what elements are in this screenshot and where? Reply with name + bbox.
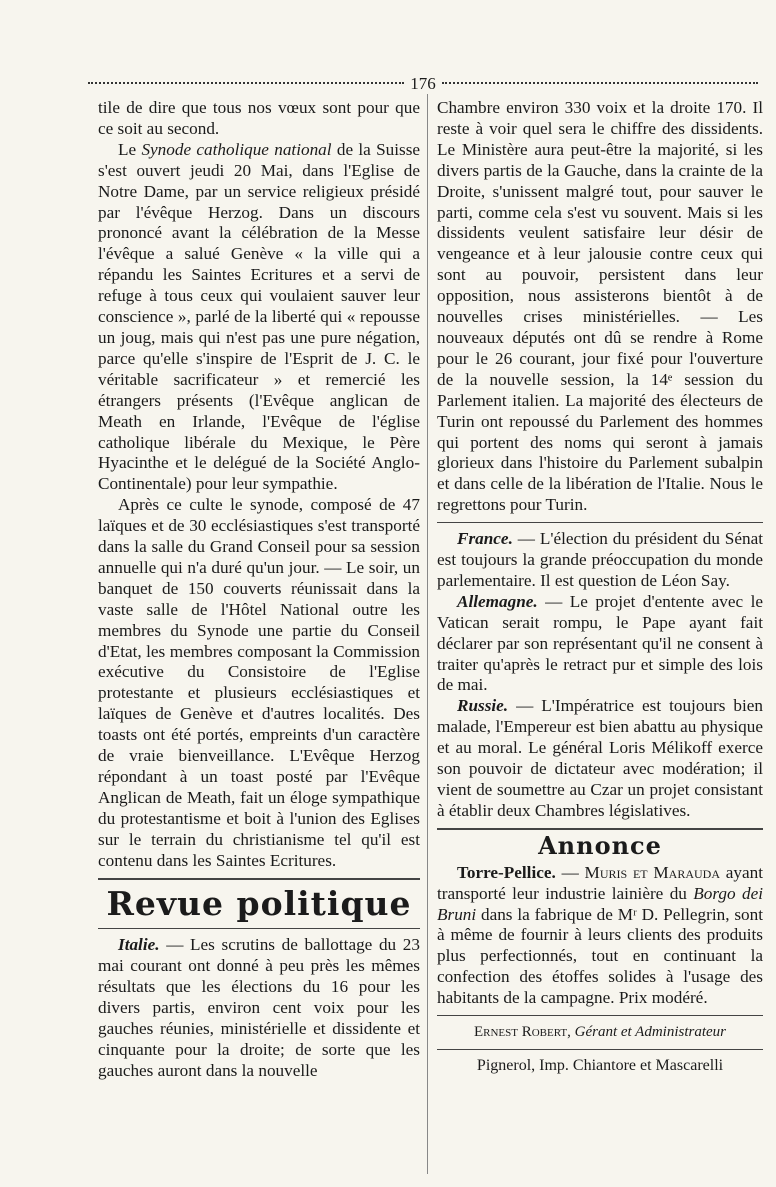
paragraph-banquet: Après ce culte le synode, composé de 47 laïques et de 30 ecclésiastiques s'est transporté dans la salle du Grand Conseil pour sa session annuelle qui n'a duré qu'un jour. — Le soir, un banquet de 150 couverts réunissait dans la vaste salle de l'Hôtel National outre les membres du Synode une partie du Conseil d'Etat, les membres composant la Commission exécutive du Consistoire de l'Eglise protestante et plusieurs ecclésiastiques et laïques de Genève et d'autres localités. Des toasts ont été portés, empreints d'un caractère de vraie bienveillance. L'Evêque Herzog répondant à un toast posté par l'Evêque Anglican de Meath, fait un éloge sympathique du protestantisme et boit à l'union des Eglises sur le terrain du christianisme tel qu'il est contenu dans les Saintes Ecritures.	[98, 495, 420, 870]
gerant-line	[437, 1022, 763, 1043]
section-rule-top	[98, 878, 420, 880]
paragraph-allemagne	[437, 592, 763, 697]
annonce-rule-top	[437, 828, 763, 830]
annonce-text-2: dans la fabrique de Mʳ D. Pellegrin, sont à même de fournir à leurs clients des produits plus perfectionnés, tout en continuant la confection des étoffes solides à l'usage des habitants de la campagne. Prix modéré.	[437, 904, 763, 1008]
header-rule-right	[442, 82, 758, 90]
paragraph-france	[437, 529, 763, 592]
annonce-names: Muris et Marauda	[584, 862, 720, 882]
russie-text: — L'Impératrice est toujours bien malade, l'Empereur est bien abattu au physique et au moral. Le général Loris Mélikoff exerce son pouvoir de dictateur avec modération; il vient de soumettre au Czar un projet consistant à établir deux Chambres législatives.	[437, 696, 763, 820]
page-number: 176	[410, 74, 436, 93]
paragraph-annonce	[437, 863, 763, 1009]
gerant-name: Ernest Robert,	[473, 1024, 571, 1041]
paragraph-italie	[98, 935, 420, 1081]
synode-intro: Le	[118, 139, 137, 159]
country-label-france: France.	[457, 529, 513, 549]
annonce-title: Annonce	[538, 830, 662, 860]
page-header	[88, 72, 758, 96]
divider	[437, 522, 763, 523]
allemagne-text: — Le projet d'entente avec le Vatican serait rompu, le Pape ayant fait déclarer par son représentant qu'il ne consent à traiter qu'après le retract pur et simple des lois de mai.	[437, 591, 763, 695]
country-label-italie: Italie.	[118, 935, 160, 955]
left-column	[98, 98, 420, 1082]
right-column	[437, 98, 763, 1077]
italie-text: — Les scrutins de ballottage du 23 mai courant ont donné à peu près les mêmes résultats que les élections du 16 pour les divers partis, environ cent voix pour les gauches réunies, ministérielle et dissidente et cinquante pour la droite; de sorte que les gauches auront dans la nouvelle	[98, 935, 420, 1080]
header-rule-left	[88, 82, 404, 90]
annonce-place-italic: Borgo dei Bruni	[437, 883, 764, 924]
paragraph-russie	[437, 696, 763, 821]
printer-rule	[437, 1049, 763, 1050]
gerant-role: Gérant et Administrateur	[570, 1024, 727, 1041]
annonce-text-1: ayant transporté leur industrie lainière du	[437, 862, 763, 903]
printer-line: Pignerol, Imp. Chiantore et Mascarelli	[476, 1056, 724, 1074]
footer-rule	[437, 1015, 763, 1016]
synode-text: de la Suisse s'est ouvert jeudi 20 Mai, dans l'Eglise de Notre Dame, par un service religieux présidé par l'évêque Herzog. Dans un discours prononcé avant la célébration de la Messe l'évêque a salué Genève « la ville qui a répandu les Saintes Ecritures et a servi de refuge à tous ceux qui voulaient sauver leur conscience », parlé de la liberté qui « repousse un joug, mais qui n'est pas une pure négation, parce qu'elle s'inspire de l'Esprit de J. C. le véritable sacrificateur » et remercié les étrangers présents (l'Evêque anglican de Meath en Irlande, l'Evêque de l'église catholique libérale du Mexique, le Père Hyacinthe et le delégué de la Société Anglo-Continentale) pour leur sympathie.	[98, 139, 421, 494]
country-label-allemagne: Allemagne.	[457, 591, 538, 611]
france-text: — L'élection du président du Sénat est toujours la grande préoccupation du monde parlementaire. Il est question de Léon Say.	[437, 529, 763, 590]
paragraph-synode	[98, 140, 420, 495]
annonce-place: Torre-Pellice.	[457, 862, 556, 882]
paragraph-continued: tile de dire que tous nos vœux sont pour que ce soit au second.	[98, 98, 420, 138]
country-label-russie: Russie.	[457, 696, 509, 716]
annonce-dash: —	[555, 862, 585, 882]
paragraph-italie-continued: Chambre environ 330 voix et la droite 170. Il reste à voir quel sera le chiffre des dissidents. Le Ministère aura peut-être la majorité, si les divers partis de la Gauche, dans la crainte de la Droite, s'unissent malgré tout, pour sauver le parti, comme cela s'est vu souvent. Mais si les dissidents veulent satisfaire leur désir de vengeance et à leur jalousie contre ceux qui sont au pouvoir, persistent dans leur opposition, nous assisterons bientôt à de nouvelles crises ministérielles. — Les nouveaux députés ont dû se rendre à Rome pour le 26 courant, jour fixé pour l'ouverture de la nouvelle session, la 14ᵉ session du Parlement italien. La majorité des électeurs de Turin ont repoussé du Parlement des hommes qui portent des noms qui seront à jamais glorieux dans l'histoire du Parlement subalpin et dans celle de la libération de l'Italie. Nous le regrettons pour Turin.	[437, 98, 763, 515]
section-title-revue-politique: Revue politique	[106, 883, 412, 923]
synode-name: Synode catholique national	[141, 139, 332, 159]
section-rule-bottom	[98, 928, 420, 929]
